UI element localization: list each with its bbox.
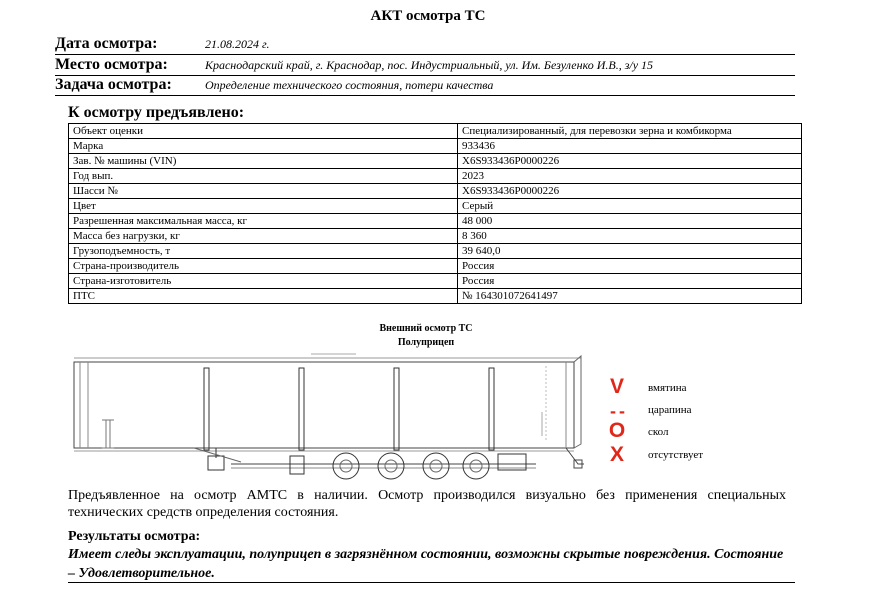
table-row — [69, 259, 802, 274]
spec-key: Грузоподъемность, т — [69, 244, 458, 259]
meta-date-row — [55, 36, 795, 55]
table-row — [69, 229, 802, 244]
chip-symbol: O — [608, 419, 626, 442]
dent-label: вмятина — [648, 382, 687, 394]
meta-task-row — [55, 77, 795, 96]
spec-key: Объект оценки — [69, 124, 458, 139]
spec-value: 39 640,0 — [458, 244, 802, 259]
inspection-paragraph: Предъявленное на осмотр АМТС в наличии. Осмотр производился визуально без применения специальных технических средств определения состояния. — [68, 488, 786, 520]
spec-key: Шасси № — [69, 184, 458, 199]
spec-value: Специализированный, для перевозки зерна и комбикорма — [458, 124, 802, 139]
spec-key: ПТС — [69, 289, 458, 304]
results-text: Имеет следы эксплуатации, полуприцеп в загрязнённом состоянии, возможны скрытые повреждения. Состояние – Удовлетворительное. — [68, 547, 784, 581]
task-label: Задача осмотра: — [55, 76, 172, 93]
table-row — [69, 199, 802, 214]
table-row — [69, 184, 802, 199]
place-value: Краснодарский край, г. Краснодар, пос. Индустриальный, ул. Им. Безуленко И.В., з/у 15 — [205, 58, 654, 72]
spec-value: X6S933436P0000226 — [458, 184, 802, 199]
spec-value: 2023 — [458, 169, 802, 184]
spec-key: Разрешенная максимальная масса, кг — [69, 214, 458, 229]
spec-key: Год вып. — [69, 169, 458, 184]
document-title: АКТ осмотра ТС — [370, 8, 486, 24]
spec-value: 933436 — [458, 139, 802, 154]
spec-value: Россия — [458, 259, 802, 274]
spec-value: Серый — [458, 199, 802, 214]
place-label: Место осмотра: — [55, 56, 168, 73]
table-row — [69, 154, 802, 169]
results-underline — [68, 582, 795, 583]
spec-value: X6S933436P0000226 — [458, 154, 802, 169]
scratch-symbol: - - — [610, 401, 624, 421]
presented-title: К осмотру предъявлено: — [68, 104, 245, 121]
missing-label: отсутствует — [648, 449, 704, 461]
scratch-label: царапина — [648, 404, 692, 416]
date-value: 21.08.2024 г. — [205, 37, 270, 51]
chip-label: скол — [648, 426, 669, 438]
table-row — [69, 124, 802, 139]
spec-value: 8 360 — [458, 229, 802, 244]
spec-value: 48 000 — [458, 214, 802, 229]
table-row — [69, 214, 802, 229]
table-row — [69, 289, 802, 304]
semitrailer-drawing — [66, 352, 586, 482]
spec-value: Россия — [458, 274, 802, 289]
table-row — [69, 169, 802, 184]
spec-key: Страна-производитель — [69, 259, 458, 274]
spec-key: Страна-изготовитель — [69, 274, 458, 289]
spec-key: Зав. № машины (VIN) — [69, 154, 458, 169]
dent-symbol: V — [609, 375, 624, 398]
results-title: Результаты осмотра: — [68, 529, 201, 544]
specs-table — [68, 123, 802, 304]
spec-key: Цвет — [69, 199, 458, 214]
date-label: Дата осмотра: — [55, 35, 158, 52]
table-row — [69, 139, 802, 154]
table-row — [69, 274, 802, 289]
meta-place-row — [55, 57, 795, 76]
table-row — [69, 244, 802, 259]
spec-key: Марка — [69, 139, 458, 154]
task-value: Определение технического состояния, потери качества — [205, 78, 494, 92]
inspection-caption: Внешний осмотр ТС — [379, 323, 473, 334]
spec-value: № 164301072641497 — [458, 289, 802, 304]
missing-symbol: X — [609, 443, 624, 466]
inspection-subcaption: Полуприцеп — [397, 337, 455, 348]
spec-key: Масса без нагрузки, кг — [69, 229, 458, 244]
